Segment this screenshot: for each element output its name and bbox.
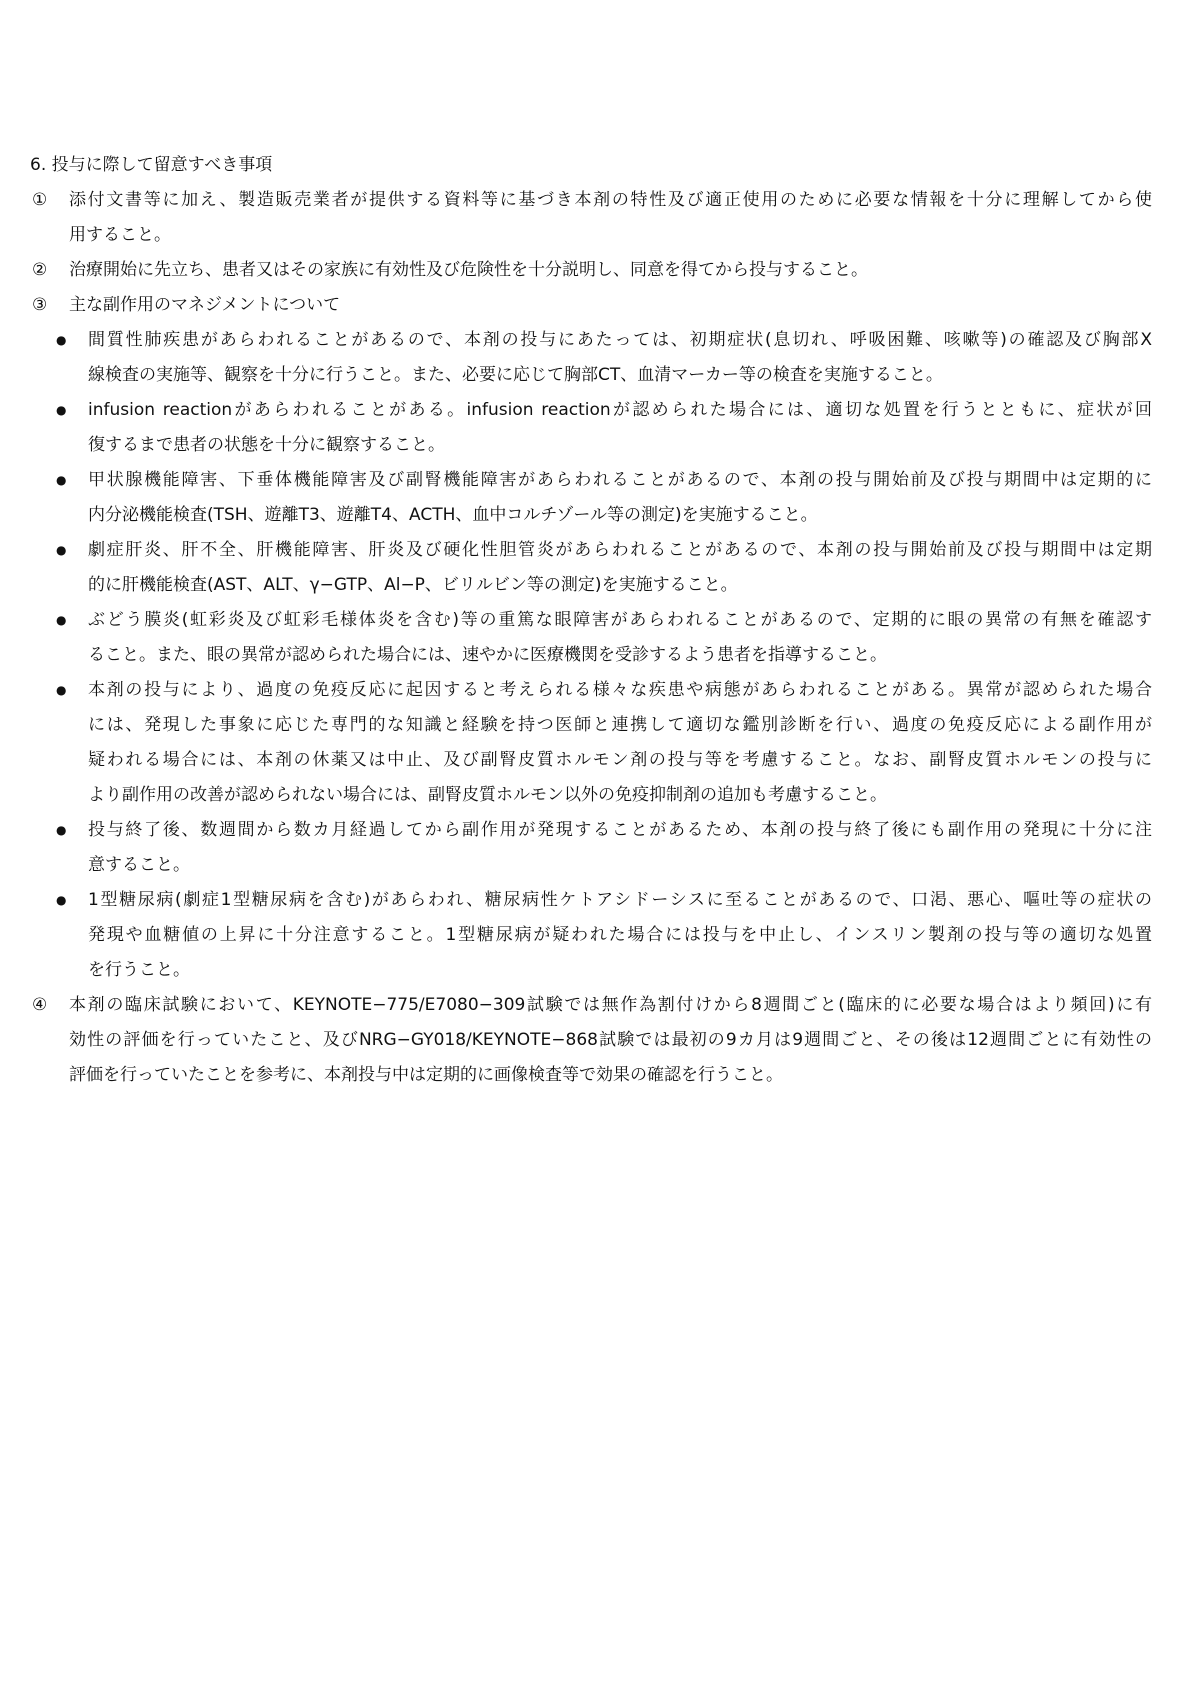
text-line: ぶどう膜炎(虹彩炎及び虹彩毛様体炎を含む)等の重篤な眼障害があらわれることがあるので、定期的に眼の異常の有無を確認す	[88, 610, 1152, 630]
item-number: ①	[32, 190, 48, 210]
bullet-list	[0, 323, 1181, 988]
numbered-item	[0, 253, 1181, 288]
bullet-icon: ●	[56, 403, 67, 417]
numbered-item	[0, 183, 1181, 253]
text-line: ること。また、眼の異常が認められた場合には、速やかに医療機関を受診するよう患者を指導すること。	[88, 645, 887, 665]
document-page	[0, 148, 1181, 1093]
item-number: ②	[32, 260, 48, 280]
bullet-icon: ●	[56, 823, 67, 837]
text-line: 的に肝機能検査(AST、ALT、γ−GTP、Al−P、ビリルビン等の測定)を実施すること。	[88, 575, 738, 595]
bullet-item	[0, 393, 1181, 463]
bullet-icon: ●	[56, 333, 67, 347]
item-number: ④	[32, 995, 48, 1015]
item-text	[88, 603, 1152, 673]
item-text	[88, 533, 1152, 603]
bullet-icon: ●	[56, 683, 67, 697]
text-line: 疑われる場合には、本剤の休薬又は中止、及び副腎皮質ホルモン剤の投与等を考慮すること。なお、副腎皮質ホルモンの投与に	[88, 750, 1152, 770]
item-text	[88, 463, 1152, 533]
text-line: 評価を行っていたことを参考に、本剤投与中は定期的に画像検査等で効果の確認を行うこと。	[69, 1065, 783, 1085]
item-text	[88, 673, 1152, 813]
text-line: 発現や血糖値の上昇に十分注意すること。1型糖尿病が疑われた場合には投与を中止し、インスリン製剤の投与等の適切な処置	[88, 925, 1152, 945]
item-text	[69, 988, 1152, 1093]
text-line: より副作用の改善が認められない場合には、副腎皮質ホルモン以外の免疫抑制剤の追加も考慮すること。	[88, 785, 887, 805]
text-line: 添付文書等に加え、製造販売業者が提供する資料等に基づき本剤の特性及び適正使用のために必要な情報を十分に理解してから使	[69, 190, 1152, 210]
bullet-item	[0, 813, 1181, 883]
text-line: 投与終了後、数週間から数カ月経過してから副作用が発現することがあるため、本剤の投与終了後にも副作用の発現に十分に注	[88, 820, 1152, 840]
bullet-item	[0, 603, 1181, 673]
bullet-item	[0, 463, 1181, 533]
item-text	[88, 393, 1152, 463]
item-text	[69, 183, 1152, 253]
text-line: 甲状腺機能障害、下垂体機能障害及び副腎機能障害があらわれることがあるので、本剤の投与開始前及び投与期間中は定期的に	[88, 470, 1152, 490]
numbered-list	[0, 183, 1181, 323]
text-line: 用すること。	[69, 225, 171, 245]
text-line: 線検査の実施等、観察を十分に行うこと。また、必要に応じて胸部CT、血清マーカー等の検査を実施すること。	[88, 365, 943, 385]
bullet-item	[0, 883, 1181, 988]
text-line: 間質性肺疾患があらわれることがあるので、本剤の投与にあたっては、初期症状(息切れ、呼吸困難、咳嗽等)の確認及び胸部X	[88, 330, 1152, 350]
numbered-list-final	[0, 988, 1181, 1093]
item-text	[88, 883, 1152, 988]
text-line: 本剤の投与により、過度の免疫反応に起因すると考えられる様々な疾患や病態があらわれることがある。異常が認められた場合	[88, 680, 1152, 700]
text-line: 1型糖尿病(劇症1型糖尿病を含む)があらわれ、糖尿病性ケトアシドーシスに至ることがあるので、口渇、悪心、嘔吐等の症状の	[88, 890, 1152, 910]
bullet-icon: ●	[56, 613, 67, 627]
text-line: infusion reactionがあらわれることがある。infusion reactionが認められた場合には、適切な処置を行うとともに、症状が回	[88, 400, 1152, 420]
bullet-item	[0, 673, 1181, 813]
bullet-icon: ●	[56, 543, 67, 557]
numbered-item	[0, 988, 1181, 1093]
numbered-item	[0, 288, 1181, 323]
text-line: には、発現した事象に応じた専門的な知識と経験を持つ医師と連携して適切な鑑別診断を行い、過度の免疫反応による副作用が	[88, 715, 1152, 735]
text-line: 内分泌機能検査(TSH、遊離T3、遊離T4、ACTH、血中コルチゾール等の測定)を実施すること。	[88, 505, 818, 525]
bullet-item	[0, 533, 1181, 603]
bullet-item	[0, 323, 1181, 393]
text-line: 本剤の臨床試験において、KEYNOTE−775/E7080−309試験では無作為割付けから8週間ごと(臨床的に必要な場合はより頻回)に有	[69, 995, 1152, 1015]
text-line: 効性の評価を行っていたこと、及びNRG−GY018/KEYNOTE−868試験では最初の9カ月は9週間ごと、その後は12週間ごとに有効性の	[69, 1030, 1152, 1050]
item-text	[88, 323, 1152, 393]
section-heading: 6. 投与に際して留意すべき事項	[30, 155, 273, 175]
item-text	[88, 813, 1152, 883]
bullet-icon: ●	[56, 473, 67, 487]
text-line: 意すること。	[88, 855, 190, 875]
bullet-icon: ●	[56, 893, 67, 907]
text-line: を行うこと。	[88, 960, 190, 980]
text-line: 治療開始に先立ち、患者又はその家族に有効性及び危険性を十分説明し、同意を得てから投与すること。	[69, 260, 868, 280]
text-line: 復するまで患者の状態を十分に観察すること。	[88, 435, 445, 455]
item-text	[69, 253, 1152, 288]
text-line: 劇症肝炎、肝不全、肝機能障害、肝炎及び硬化性胆管炎があらわれることがあるので、本剤の投与開始前及び投与期間中は定期	[88, 540, 1152, 560]
item-text	[69, 288, 1152, 323]
text-line: 主な副作用のマネジメントについて	[69, 295, 341, 315]
item-number: ③	[32, 295, 48, 315]
